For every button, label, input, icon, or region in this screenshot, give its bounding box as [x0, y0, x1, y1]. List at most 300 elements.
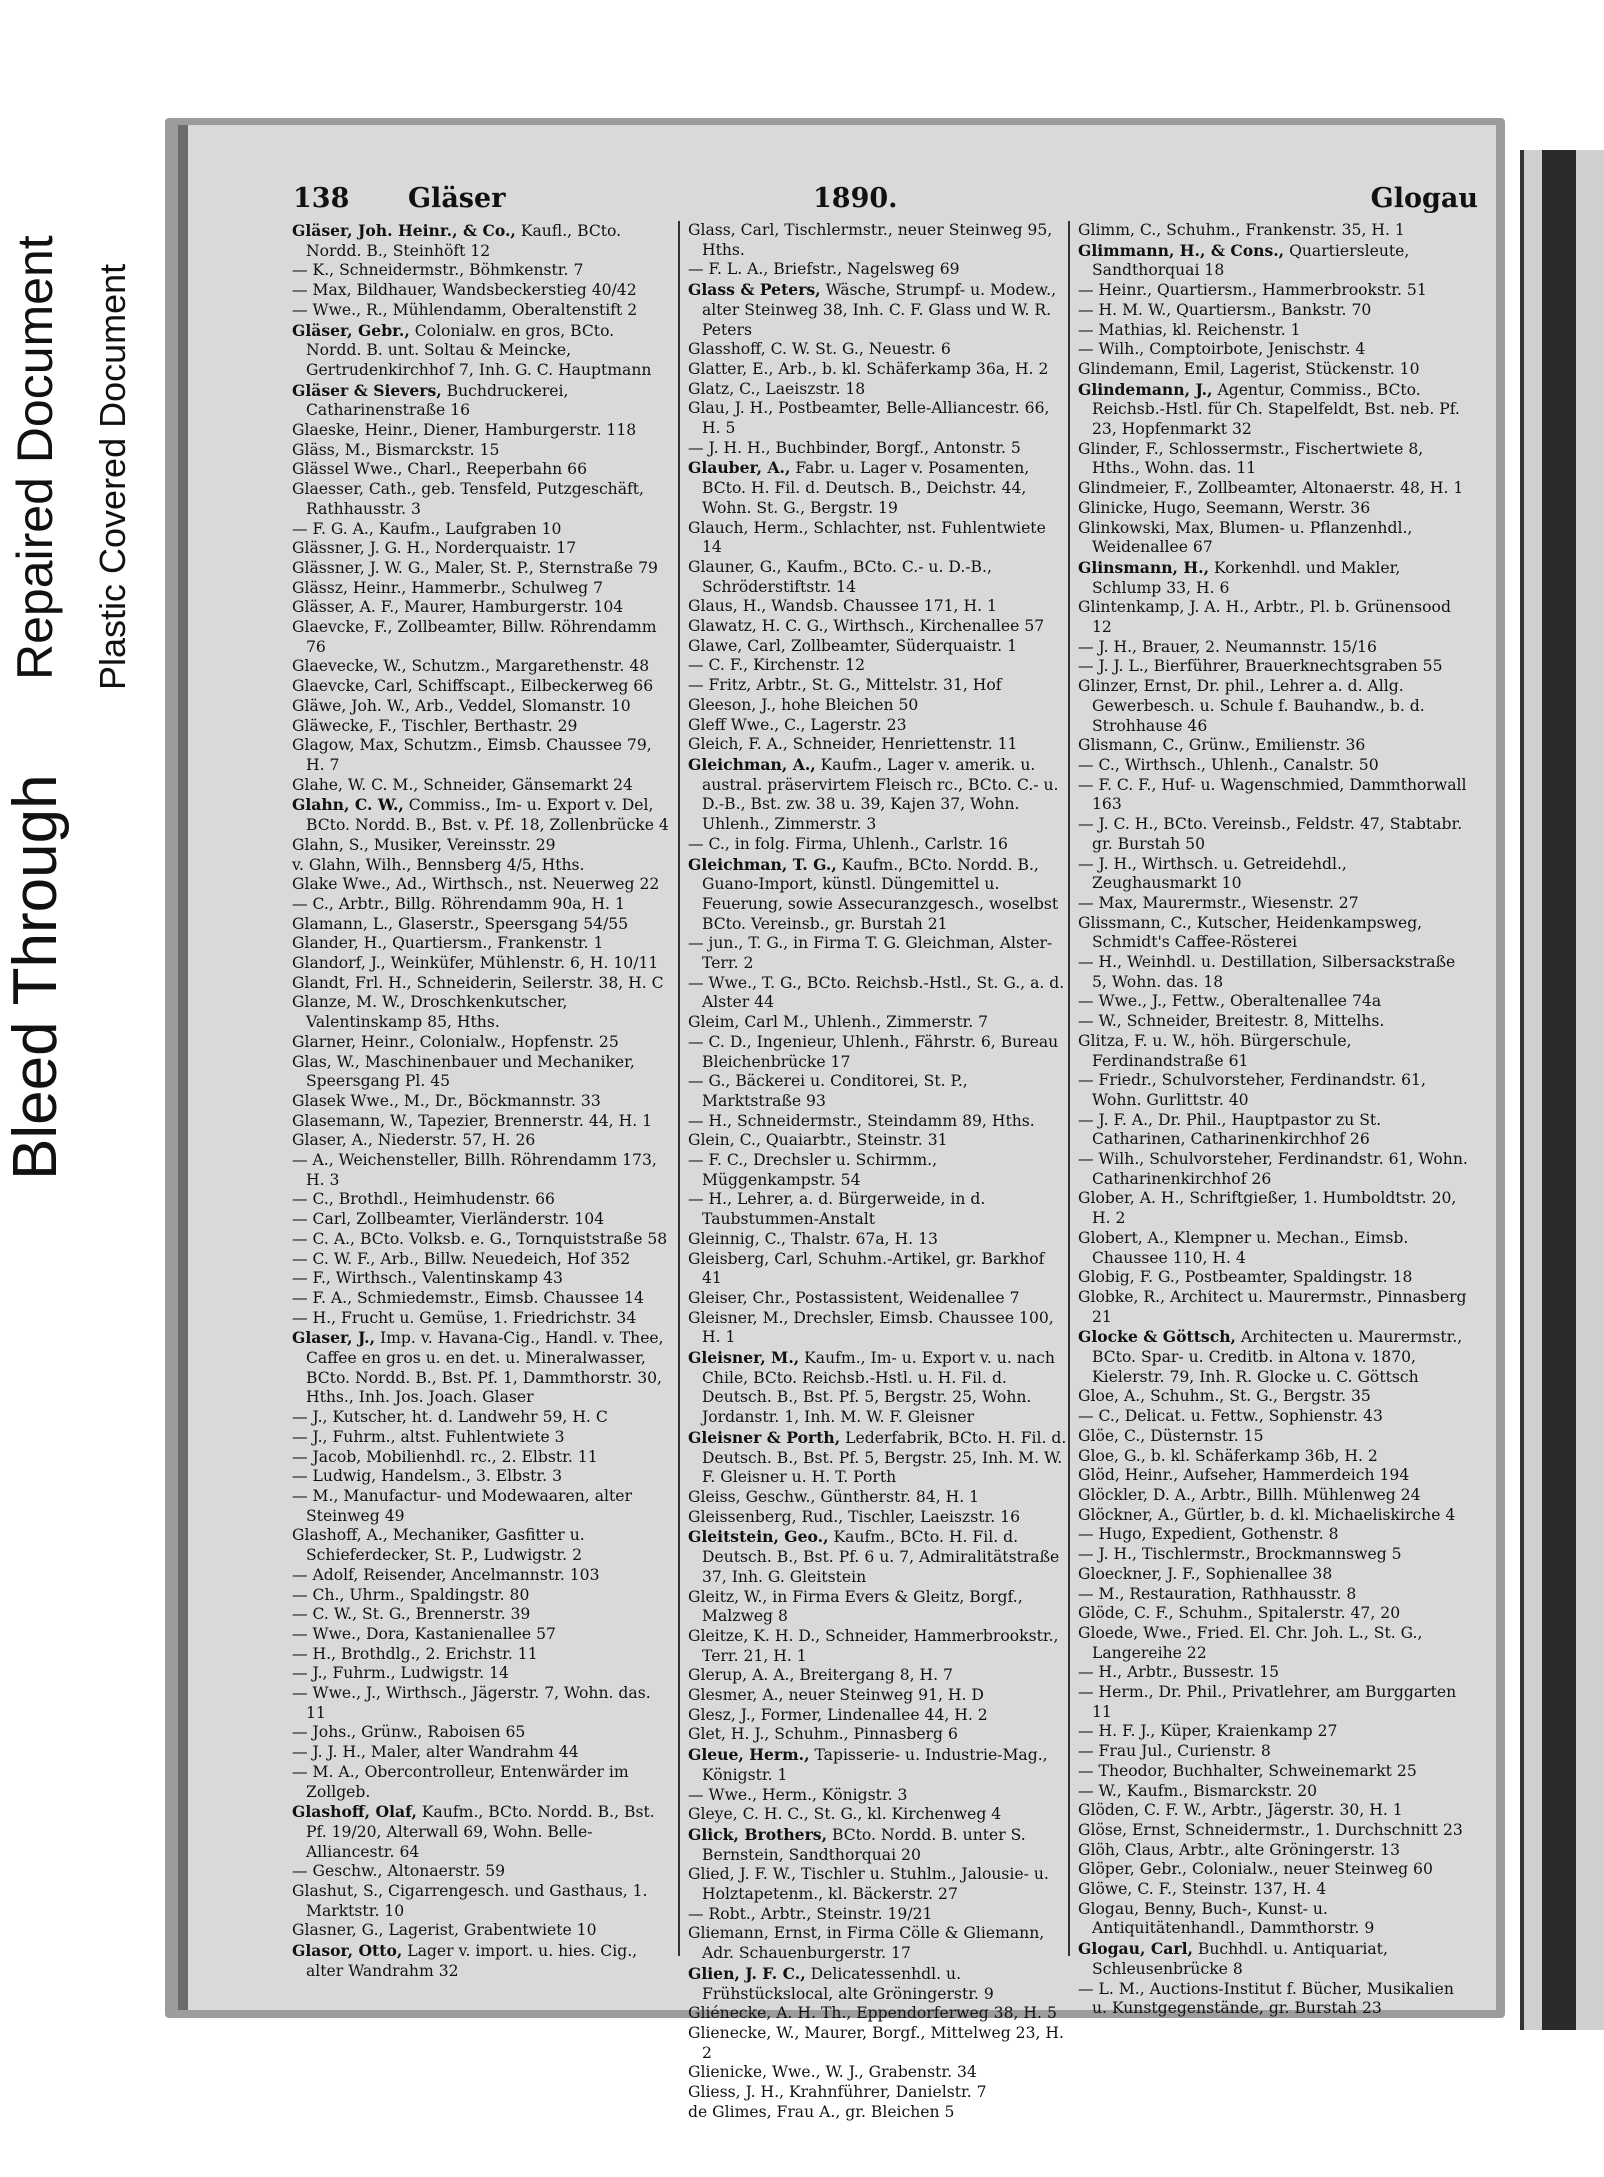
entry-text: Quartiersleute, Sandthorquai 18	[1092, 241, 1410, 280]
entry-name: Glinsmann, H.,	[1078, 557, 1210, 577]
directory-column-1	[292, 221, 672, 1980]
directory-entry	[1078, 1189, 1468, 1228]
directory-entry	[292, 1408, 672, 1428]
entry-text: Globke, R., Architect u. Maurermstr., Pinnasberg 21	[1078, 1287, 1467, 1326]
directory-column-3	[1078, 221, 1468, 2018]
directory-entry	[688, 1013, 1068, 1033]
entry-text: — F. G. A., Kaufm., Laufgraben 10	[292, 519, 562, 538]
directory-entry	[688, 2083, 1068, 2103]
directory-entry	[292, 954, 672, 974]
directory-entry	[292, 301, 672, 321]
directory-entry	[292, 598, 672, 618]
entry-text: Buchdruckerei, Catharinenstraße 16	[306, 381, 569, 420]
directory-entry	[1078, 340, 1468, 360]
directory-entry	[1078, 677, 1468, 736]
directory-entry	[292, 281, 672, 301]
directory-entry	[292, 677, 672, 697]
entry-text: Glässner, J. G. H., Norderquaistr. 17	[292, 539, 577, 558]
entry-text: — Max, Maurermstr., Wiesenstr. 27	[1078, 893, 1359, 912]
entry-text: Glasek Wwe., M., Dr., Böckmannstr. 33	[292, 1091, 601, 1110]
directory-entry	[292, 321, 672, 381]
directory-entry	[292, 993, 672, 1032]
directory-entry	[292, 1487, 672, 1526]
entry-text: Fabr. u. Lager v. Posamenten, BCto. H. Fil. d. Deutsch. B., Deichstr. 44, Wohn. St. G., Bergstr. 19	[702, 459, 1030, 517]
entry-text: Gloeckner, J. F., Sophienallee 38	[1078, 1564, 1333, 1583]
header-right-word: Glogau	[1370, 183, 1478, 214]
entry-text: Glinder, F., Schlossermstr., Fischertwiete 8, Hths., Wohn. das. 11	[1078, 439, 1424, 478]
entry-name: Glocke & Göttsch,	[1078, 1327, 1236, 1347]
entry-text: Glandt, Frl. H., Schneiderin, Seilerstr. 38, H. C	[292, 973, 664, 992]
directory-entry	[688, 1588, 1068, 1627]
entry-text: Glaesser, Cath., geb. Tensfeld, Putzgeschäft, Rathhausstr. 3	[292, 480, 645, 518]
entry-text: Glahe, W. C. M., Schneider, Gänsemarkt 24	[292, 775, 633, 794]
entry-text: — M., Manufactur- und Modewaaren, alter Steinweg 49	[292, 1487, 632, 1525]
directory-entry	[688, 1033, 1068, 1072]
entry-name: Glogau, Carl,	[1078, 1939, 1193, 1959]
entry-text: Glöden, C. F. W., Arbtr., Jägerstr. 30, H. 1	[1078, 1801, 1403, 1820]
entry-text: — W., Schneider, Breitestr. 8, Mittelhs.	[1078, 1012, 1385, 1031]
entry-text: Gloede, Wwe., Fried. El. Chr. Joh. L., St. G., Langereihe 22	[1078, 1623, 1423, 1662]
entry-text: Commiss., Im- u. Export v. Del, BCto. Nordd. B., Bst. v. Pf. 18, Zollenbrücke 4	[306, 796, 669, 835]
entry-text: Glesmer, A., neuer Steinweg 91, H. D	[688, 1686, 984, 1705]
directory-entry	[1078, 855, 1468, 894]
directory-entry	[1078, 380, 1468, 440]
entry-text: Glinzer, Ernst, Dr. phil., Lehrer a. d. Allg. Gewerbesch. u. Schule f. Bauhandw., b. d. Strohhause 46	[1078, 677, 1425, 735]
directory-entry	[292, 1763, 672, 1802]
repaired-document-label: Repaired Document	[7, 235, 63, 680]
directory-entry	[1078, 1762, 1468, 1782]
directory-entry	[688, 755, 1068, 835]
entry-text: Glimm, C., Schuhm., Frankenstr. 35, H. 1	[1078, 221, 1405, 239]
entry-text: — M. A., Obercontrolleur, Entenwärder im Zollgeb.	[292, 1762, 629, 1801]
entry-name: Glimmann, H., & Cons.,	[1078, 240, 1285, 260]
entry-text: — Max, Bildhauer, Wandsbeckerstieg 40/42	[292, 281, 637, 300]
directory-entry	[688, 439, 1068, 459]
entry-name: Glasor, Otto,	[292, 1941, 403, 1961]
entry-text: Gleitz, W., in Firma Evers & Gleitz, Borgf., Malzweg 8	[688, 1587, 1023, 1626]
directory-entry	[292, 1566, 672, 1586]
entry-text: — H., Lehrer, a. d. Bürgerweide, in d. Taubstummen-Anstalt	[688, 1190, 986, 1229]
entry-text: — C., in folg. Firma, Uhlenh., Carlstr. 16	[688, 834, 1008, 853]
entry-text: — jun., T. G., in Firma T. G. Gleichman, Alster-Terr. 2	[688, 934, 1053, 973]
directory-entry	[292, 460, 672, 480]
entry-text: Glauner, G., Kaufm., BCto. C.- u. D.-B., Schröderstiftstr. 14	[688, 557, 992, 596]
entry-text: — H. F. J., Küper, Kraienkamp 27	[1078, 1722, 1338, 1741]
entry-name: Glick, Brothers,	[688, 1824, 828, 1844]
directory-entry	[292, 1723, 672, 1743]
entry-name: Gläser, Gebr.,	[292, 320, 410, 340]
directory-entry	[1078, 1466, 1468, 1486]
directory-entry	[1078, 1939, 1468, 1979]
directory-entry	[292, 579, 672, 599]
running-header	[293, 183, 1478, 223]
entry-text: Glesz, J., Former, Lindenallee 44, H. 2	[688, 1705, 988, 1724]
directory-entry	[1078, 1980, 1468, 2019]
directory-entry	[688, 2063, 1068, 2083]
directory-entry	[688, 399, 1068, 438]
directory-entry	[292, 221, 672, 261]
entry-text: — Jacob, Mobilienhdl. rc., 2. Elbstr. 11	[292, 1447, 598, 1466]
directory-entry	[1078, 914, 1468, 953]
directory-entry	[1078, 1150, 1468, 1189]
directory-entry	[1078, 1288, 1468, 1327]
entry-text: Buchhdl. u. Antiquariat, Schleusenbrücke 8	[1092, 1940, 1388, 1978]
entry-text: — H., Weinhdl. u. Destillation, Silbersackstraße 5, Wohn. das. 18	[1078, 953, 1456, 991]
directory-entry	[1078, 241, 1468, 281]
directory-entry	[292, 1053, 672, 1092]
directory-entry	[1078, 1604, 1468, 1624]
entry-text: — C. D., Ingenieur, Uhlenh., Fährstr. 6, Bureau Bleichenbrücke 17	[688, 1032, 1059, 1071]
directory-entry	[292, 776, 672, 796]
directory-entry	[1078, 1880, 1468, 1900]
entry-text: Kaufm., Lager v. amerik. u. austral. präservirtem Fleisch rc., BCto. C.- u. D.-B., Bst. zw. 38 u. 39, Kajen 37, Wohn. Uhlenh., Zimmerstr. 3	[702, 755, 1059, 834]
directory-entry	[292, 1092, 672, 1112]
directory-entry	[1078, 1742, 1468, 1762]
directory-entry	[688, 656, 1068, 676]
directory-entry	[292, 1131, 672, 1151]
entry-name: Gleue, Herm.,	[688, 1745, 810, 1765]
entry-text: Glawe, Carl, Zollbeamter, Süderquaistr. 1	[688, 636, 1017, 655]
entry-text: — M., Restauration, Rathhausstr. 8	[1078, 1584, 1357, 1603]
directory-entry	[292, 1033, 672, 1053]
directory-entry	[688, 458, 1068, 518]
directory-entry	[292, 895, 672, 915]
entry-text: Glet, H. J., Schuhm., Pinnasberg 6	[688, 1725, 958, 1744]
entry-name: Glindemann, J.,	[1078, 379, 1213, 399]
directory-entry	[1078, 756, 1468, 776]
entry-text: — J. H., Tischlermstr., Brockmannsweg 5	[1078, 1545, 1402, 1564]
entry-text: — C. W., St. G., Brennerstr. 39	[292, 1605, 531, 1624]
entry-text: — Wilh., Schulvorsteher, Ferdinandstr. 61, Wohn. Catharinenkirchhof 26	[1078, 1150, 1468, 1188]
directory-entry	[1078, 440, 1468, 479]
directory-entry	[688, 617, 1068, 637]
entry-text: Glake Wwe., Ad., Wirthsch., nst. Neuerweg 22	[292, 875, 660, 894]
directory-entry	[292, 539, 672, 559]
directory-entry	[292, 1210, 672, 1230]
directory-entry	[688, 1865, 1068, 1904]
directory-entry	[292, 261, 672, 281]
directory-entry	[292, 1921, 672, 1941]
entry-text: — J. H., Brauer, 2. Neumannstr. 15/16	[1078, 637, 1377, 656]
directory-entry	[1078, 1722, 1468, 1742]
directory-entry	[1078, 1782, 1468, 1802]
directory-entry	[1078, 1387, 1468, 1407]
entry-text: Agentur, Commiss., BCto. Reichsb.-Hstl. für Ch. Stapelfeldt, Bst. neb. Pf. 23, Hopfenmarkt 32	[1092, 380, 1460, 439]
entry-text: Glatter, E., Arb., b. kl. Schäferkamp 36a, H. 2	[688, 359, 1049, 378]
directory-entry	[292, 1230, 672, 1250]
entry-text: Glogau, Benny, Buch-, Kunst- u. Antiquitätenhandl., Dammthorstr. 9	[1078, 1899, 1375, 1938]
directory-entry	[292, 717, 672, 737]
directory-entry	[1078, 1525, 1468, 1545]
entry-text: — C. W. F., Arb., Billw. Neuedeich, Hof 352	[292, 1249, 631, 1268]
entry-text: — J. J. H., Maler, alter Wandrahm 44	[292, 1743, 579, 1762]
directory-entry	[688, 340, 1068, 360]
directory-entry	[1078, 519, 1468, 558]
directory-entry	[688, 1488, 1068, 1508]
directory-entry	[292, 1448, 672, 1468]
entry-text: — J. H., Wirthsch. u. Getreidehdl., Zeughausmarkt 10	[1078, 854, 1347, 893]
entry-text: — Johs., Grünw., Raboisen 65	[292, 1723, 526, 1742]
entry-text: Glaevcke, Carl, Schiffscapt., Eilbeckerweg 66	[292, 677, 654, 696]
entry-text: Glöckler, D. A., Arbtr., Billh. Mühlenweg 24	[1078, 1486, 1421, 1504]
directory-entry	[292, 1625, 672, 1645]
entry-text: Glindmeier, F., Zollbeamter, Altonaerstr. 48, H. 1	[1078, 479, 1464, 498]
directory-entry	[1078, 499, 1468, 519]
directory-entry	[688, 2103, 1068, 2123]
entry-name: Gläser, Joh. Heinr., & Co.,	[292, 221, 516, 240]
entry-text: Kaufl., BCto. Nordd. B., Steinhöft 12	[306, 222, 622, 260]
directory-entry	[688, 1309, 1068, 1348]
directory-entry	[292, 836, 672, 856]
entry-name: Glass & Peters,	[688, 280, 821, 300]
entry-text: Glagow, Max, Schutzm., Eimsb. Chaussee 79, H. 7	[292, 736, 652, 774]
entry-name: Gleichman, T. G.,	[688, 854, 837, 874]
directory-entry	[292, 1802, 672, 1862]
entry-text: — Wwe., Herm., Königstr. 3	[688, 1785, 908, 1804]
directory-entry	[688, 1825, 1068, 1865]
directory-entry	[1078, 1624, 1468, 1663]
entry-text: Glässel Wwe., Charl., Reeperbahn 66	[292, 460, 588, 479]
entry-text: — Wwe., R., Mühlendamm, Oberaltenstift 2	[292, 300, 638, 319]
adjacent-page-gutter	[1542, 150, 1576, 2030]
entry-name: Gläser & Sievers,	[292, 380, 442, 400]
directory-entry	[1078, 815, 1468, 854]
entry-text: — H., Arbtr., Bussestr. 15	[1078, 1663, 1280, 1682]
directory-entry	[688, 735, 1068, 755]
entry-text: — Mathias, kl. Reichenstr. 1	[1078, 320, 1301, 339]
entry-text: Gloe, G., b. kl. Schäferkamp 36b, H. 2	[1078, 1446, 1378, 1465]
entry-text: — Theodor, Buchhalter, Schweinemarkt 25	[1078, 1761, 1417, 1780]
directory-entry	[1078, 558, 1468, 598]
directory-entry	[688, 934, 1068, 973]
entry-text: — Wwe., T. G., BCto. Reichsb.-Hstl., St. G., a. d. Alster 44	[688, 973, 1065, 1012]
directory-entry	[688, 676, 1068, 696]
entry-text: — J., Fuhrm., Ludwigstr. 14	[292, 1664, 509, 1683]
entry-text: Glinkowski, Max, Blumen- u. Pflanzenhdl., Weidenallee 67	[1078, 518, 1413, 557]
entry-text: Korkenhdl. und Makler, Schlump 33, H. 6	[1092, 558, 1401, 597]
entry-text: — H., Brothdlg., 2. Erichstr. 11	[292, 1644, 538, 1663]
entry-text: — J. F. A., Dr. Phil., Hauptpastor zu St. Catharinen, Catharinenkirchhof 26	[1078, 1110, 1382, 1149]
entry-text: Glandorf, J., Weinküfer, Mühlenstr. 6, H. 10/11	[292, 954, 659, 973]
entry-name: Gleitstein, Geo.,	[688, 1527, 829, 1547]
header-left-word: Gläser	[408, 183, 506, 214]
directory-entry	[292, 1664, 672, 1684]
entry-text: Glässz, Heinr., Hammerbr., Schulweg 7	[292, 578, 604, 597]
entry-text: Glashoff, A., Mechaniker, Gasfitter u. Schieferdecker, St. P., Ludwigstr. 2	[292, 1526, 585, 1565]
entry-text: Glander, H., Quartiersm., Frankenstr. 1	[292, 934, 604, 953]
directory-entry	[1078, 1663, 1468, 1683]
directory-entry	[688, 2004, 1068, 2024]
entry-text: — L. M., Auctions-Institut f. Bücher, Musikalien u. Kunstgegenstände, gr. Burstah 23	[1078, 1979, 1454, 2018]
directory-entry	[292, 520, 672, 540]
directory-entry	[292, 915, 672, 935]
directory-entry	[688, 1686, 1068, 1706]
entry-text: — C., Brothdl., Heimhudenstr. 66	[292, 1190, 555, 1209]
directory-entry	[688, 1964, 1068, 2004]
entry-name: Gleisner, M.,	[688, 1348, 800, 1368]
directory-entry	[1078, 221, 1468, 241]
header-year: 1890.	[813, 183, 898, 214]
directory-entry	[292, 559, 672, 579]
directory-entry	[688, 974, 1068, 1013]
directory-entry	[1078, 1585, 1468, 1605]
entry-text: Glintenkamp, J. A. H., Arbtr., Pl. b. Grünensood 12	[1078, 598, 1451, 637]
entry-text: Globig, F. G., Postbeamter, Spaldingstr. 18	[1078, 1268, 1413, 1287]
directory-entry	[292, 934, 672, 954]
directory-entry	[688, 1706, 1068, 1726]
entry-text: Glasemann, W., Tapezier, Brennerstr. 44, H. 1	[292, 1111, 653, 1130]
entry-text: — Heinr., Quartiersm., Hammerbrookstr. 51	[1078, 281, 1427, 300]
entry-text: Gleinnig, C., Thalstr. 67a, H. 13	[688, 1229, 938, 1248]
entry-text: — Wilh., Comptoirbote, Jenischstr. 4	[1078, 340, 1366, 359]
entry-text: — Adolf, Reisender, Ancelmannstr. 103	[292, 1565, 600, 1584]
entry-text: Glaevecke, W., Schutzm., Margarethenstr. 48	[292, 657, 650, 676]
directory-entry	[292, 1605, 672, 1625]
entry-text: Gleiss, Geschw., Güntherstr. 84, H. 1	[688, 1488, 980, 1506]
directory-entry	[688, 855, 1068, 935]
entry-text: Gliénecke, A. H. Th., Eppendorferweg 38, H. 5	[688, 2004, 1057, 2023]
directory-entry	[292, 1684, 672, 1723]
directory-entry	[292, 736, 672, 775]
entry-name: Glahn, C. W.,	[292, 795, 404, 815]
entry-text: — K., Schneidermstr., Böhmkenstr. 7	[292, 261, 584, 280]
directory-entry	[292, 1941, 672, 1981]
directory-entry	[688, 835, 1068, 855]
directory-entry	[1078, 1841, 1468, 1861]
directory-entry	[688, 1508, 1068, 1528]
entry-name: Glauber, A.,	[688, 458, 791, 478]
directory-entry	[1078, 1683, 1468, 1722]
directory-entry	[292, 1586, 672, 1606]
entry-text: — F. C., Drechsler u. Schirmm., Müggenkampstr. 54	[688, 1151, 938, 1189]
directory-entry	[1078, 281, 1468, 301]
entry-text: Wäsche, Strumpf- u. Modew., alter Steinweg 38, Inh. C. F. Glass und W. R. Peters	[702, 281, 1057, 339]
entry-text: Glied, J. F. W., Tischler u. Stuhlm., Jalousie- u. Holztapetenm., kl. Bäckerstr. 27	[688, 1865, 1049, 1904]
directory-entry	[688, 1527, 1068, 1587]
entry-text: Glöper, Gebr., Colonialw., neuer Steinweg 60	[1078, 1860, 1433, 1879]
directory-entry	[292, 1328, 672, 1408]
entry-text: — Ludwig, Handelsm., 3. Elbstr. 3	[292, 1467, 562, 1486]
directory-entry	[688, 1348, 1068, 1428]
directory-entry	[1078, 1111, 1468, 1150]
directory-entry	[1078, 1268, 1468, 1288]
entry-text: Gliess, J. H., Krahnführer, Danielstr. 7	[688, 2083, 987, 2102]
entry-text: Glöe, C., Düsternstr. 15	[1078, 1426, 1264, 1445]
entry-text: — J. H. H., Buchbinder, Borgf., Antonstr. 5	[688, 438, 1021, 457]
entry-text: — Friedr., Schulvorsteher, Ferdinandstr. 61, Wohn. Gurlittstr. 40	[1078, 1071, 1426, 1109]
entry-text: Kaufm., BCto. Nordd. B., Bst. Pf. 19/20, Alterwall 69, Wohn. Belle-Alliancestr. 64	[306, 1803, 655, 1861]
directory-entry	[292, 1289, 672, 1309]
entry-text: Glöde, C. F., Schuhm., Spitalerstr. 47, 20	[1078, 1604, 1401, 1623]
directory-entry	[1078, 1801, 1468, 1821]
entry-text: — Frau Jul., Curienstr. 8	[1078, 1742, 1271, 1761]
entry-text: Glöse, Ernst, Schneidermstr., 1. Durchschnitt 23	[1078, 1820, 1463, 1839]
entry-text: Glasshoff, C. W. St. G., Neuestr. 6	[688, 340, 951, 359]
directory-entry	[688, 1666, 1068, 1686]
entry-text: Glindemann, Emil, Lagerist, Stückenstr. 10	[1078, 359, 1420, 378]
directory-entry	[688, 360, 1068, 380]
directory-entry	[1078, 1327, 1468, 1387]
directory-entry	[688, 696, 1068, 716]
directory-entry	[292, 856, 672, 876]
entry-text: — Fritz, Arbtr., St. G., Mittelstr. 31, Hof	[688, 676, 1002, 695]
entry-name: Glaser, J.,	[292, 1328, 376, 1348]
entry-text: Glöd, Heinr., Aufseher, Hammerdeich 194	[1078, 1466, 1410, 1485]
entry-text: Gleye, C. H. C., St. G., kl. Kirchenweg 4	[688, 1805, 1002, 1824]
directory-entry	[688, 2024, 1068, 2063]
directory-entry	[292, 1645, 672, 1665]
directory-entry	[688, 637, 1068, 657]
entry-text: Glismann, C., Grünw., Emilienstr. 36	[1078, 736, 1366, 755]
entry-text: Colonialw. en gros, BCto. Nordd. B. unt. Soltau & Meincke, Gertrudenkirchhof 7, Inh. G. C. Hauptmann	[306, 321, 652, 379]
entry-text: Gleff Wwe., C., Lagerstr. 23	[688, 715, 907, 734]
entry-name: Glien, J. F. C.,	[688, 1963, 806, 1983]
directory-entry	[292, 1190, 672, 1210]
entry-text: Gliemann, Ernst, in Firma Cölle & Gliemann, Adr. Schauenburgerstr. 17	[688, 1924, 1045, 1963]
entry-text: Glienicke, Wwe., W. J., Grabenstr. 34	[688, 2063, 977, 2082]
entry-text: Glerup, A. A., Breitergang 8, H. 7	[688, 1666, 953, 1685]
entry-text: Imp. v. Havana-Cig., Handl. v. Thee, Caffee en gros u. en det. u. Mineralwasser, BCto. Nordd. B., Bst. Pf. 1, Dammthorstr. 30, Hths., Inh. Jos. Joach. Glaser	[306, 1329, 664, 1407]
entry-text: Glein, C., Quaiarbtr., Steinstr. 31	[688, 1131, 948, 1150]
entry-name: Gleisner & Porth,	[688, 1427, 841, 1447]
directory-entry	[1078, 1545, 1468, 1565]
column-divider	[1068, 221, 1070, 1956]
directory-entry	[1078, 894, 1468, 914]
entry-text: Gleisner, M., Drechsler, Eimsb. Chaussee 100, H. 1	[688, 1308, 1054, 1347]
entry-text: Glaser, A., Niederstr. 57, H. 26	[292, 1131, 536, 1150]
entry-text: — J., Fuhrm., altst. Fuhlentwiete 3	[292, 1427, 565, 1446]
directory-entry	[688, 519, 1068, 558]
directory-entry	[292, 1526, 672, 1565]
directory-entry	[292, 1467, 672, 1487]
directory-entry	[292, 618, 672, 657]
directory-entry	[688, 1151, 1068, 1190]
directory-entry	[688, 1786, 1068, 1806]
directory-entry	[1078, 1012, 1468, 1032]
directory-entry	[1078, 776, 1468, 815]
directory-entry	[292, 795, 672, 835]
entry-text: Glasner, G., Lagerist, Grabentwiete 10	[292, 1921, 597, 1940]
directory-entry	[1078, 657, 1468, 677]
entry-text: Gleitze, K. H. D., Schneider, Hammerbrookstr., Terr. 21, H. 1	[688, 1626, 1059, 1665]
directory-entry	[292, 441, 672, 461]
entry-text: Glatz, C., Laeiszstr. 18	[688, 379, 866, 398]
directory-entry	[292, 697, 672, 717]
directory-entry	[292, 657, 672, 677]
directory-entry	[292, 1269, 672, 1289]
entry-text: — Carl, Zollbeamter, Vierländerstr. 104	[292, 1210, 605, 1229]
directory-entry	[292, 1151, 672, 1190]
entry-text: Lager v. import. u. hies. Cig., alter Wandrahm 32	[306, 1942, 638, 1980]
entry-text: Gläwe, Joh. W., Arb., Veddel, Slomanstr. 10	[292, 696, 631, 715]
directory-entry	[1078, 1229, 1468, 1268]
directory-entry	[292, 1250, 672, 1270]
column-divider	[678, 221, 680, 1956]
entry-text: Glawatz, H. C. G., Wirthsch., Kirchenallee 57	[688, 617, 1045, 636]
directory-entry	[688, 260, 1068, 280]
entry-text: — Herm., Dr. Phil., Privatlehrer, am Burggarten 11	[1078, 1683, 1457, 1721]
entry-text: Gleeson, J., hohe Bleichen 50	[688, 695, 919, 714]
entry-name: Glashoff, Olaf,	[292, 1802, 417, 1822]
directory-entry	[688, 1745, 1068, 1785]
entry-text: Glaeske, Heinr., Diener, Hamburgerstr. 118	[292, 421, 637, 440]
directory-entry	[1078, 1506, 1468, 1526]
directory-entry	[1078, 321, 1468, 341]
directory-entry	[688, 380, 1068, 400]
directory-entry	[1078, 1486, 1468, 1506]
directory-entry	[292, 1309, 672, 1329]
entry-text: Glauch, Herm., Schlachter, nst. Fuhlentwiete 14	[688, 518, 1046, 557]
